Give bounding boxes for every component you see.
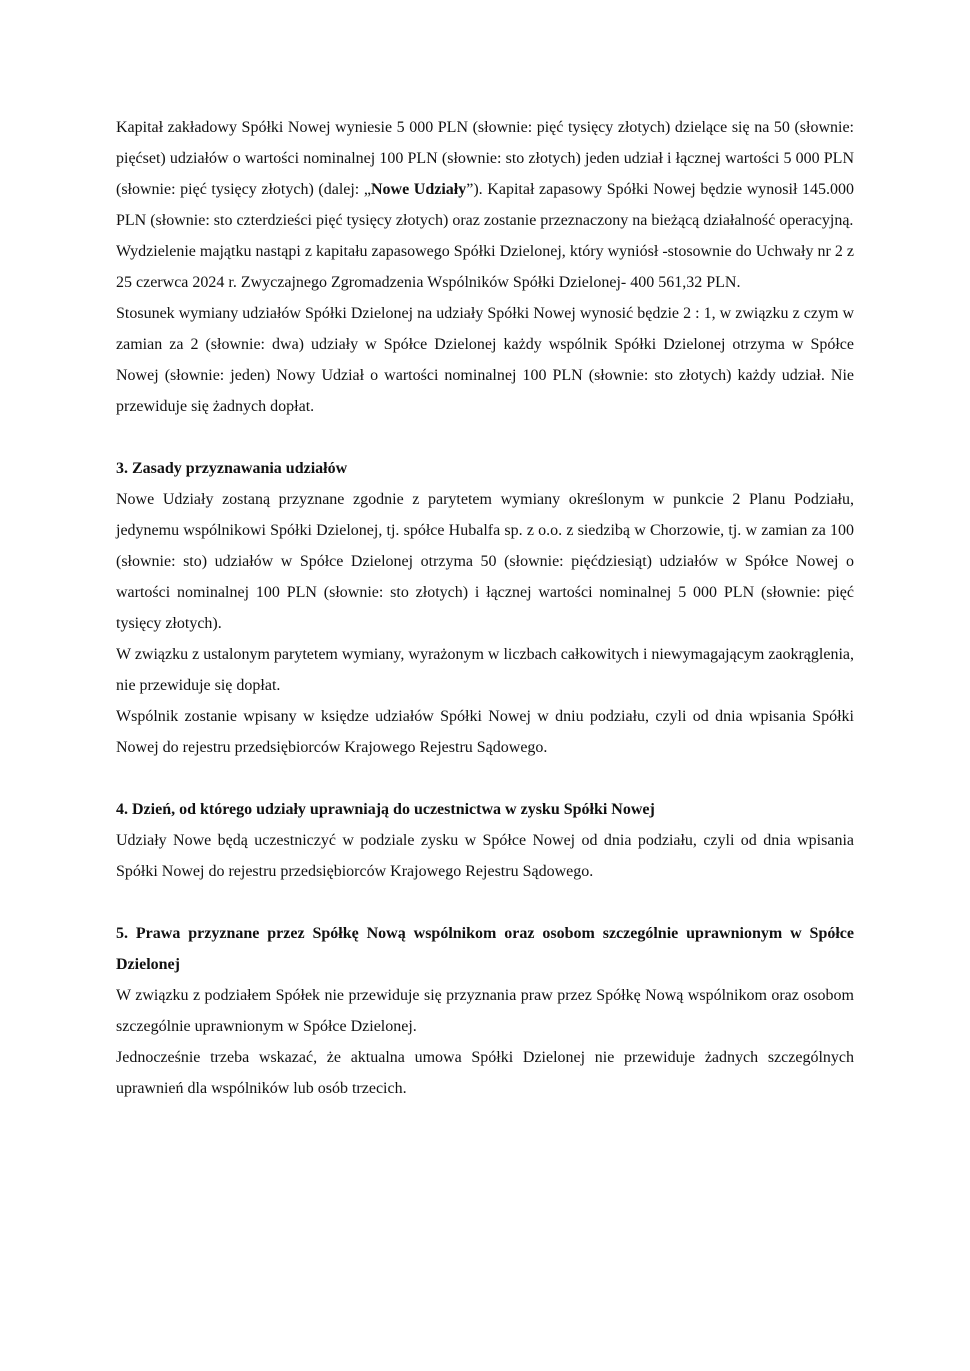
section-5-heading: 5. Prawa przyznane przez Spółkę Nową wspólnikom oraz osobom szczególnie uprawnionym w Spółce Dzielonej [116,925,854,973]
intro-text-before: Kapitał zakładowy Spółki Nowej wyniesie 5 000 PLN (słownie: pięć tysięcy złotych) dzielące się na 50 (słownie: pięćset) udziałów o wartości nominalnej 100 PLN (słownie: sto złotych) jeden udział i łącznej wartości 5 000 PLN (słownie: pięć tysięcy złotych) (dalej: „ [116,119,854,198]
section-3-paragraph-3: Wspólnik zostanie wpisany w księdze udziałów Spółki Nowej w dniu podziału, czyli od dnia wpisania Spółki Nowej do rejestru przedsiębiorców Krajowego Rejestru Sądowego. [116,708,854,756]
section-gap [116,422,854,453]
section-3-heading: 3. Zasady przyznawania udziałów [116,460,348,477]
document-page [116,112,854,1104]
section-4-heading: 4. Dzień, od którego udziały uprawniają do uczestnictwa w zysku Spółki Nowej [116,801,655,818]
intro-paragraph-share-capital [116,112,854,236]
section-gap [116,763,854,794]
section-gap [116,887,854,918]
section-5-paragraph-2: Jednocześnie trzeba wskazać, że aktualna umowa Spółki Dzielonej nie przewiduje żadnych szczególnych uprawnień dla wspólników lub osób trzecich. [116,1049,854,1097]
intro-paragraph-exchange-ratio: Stosunek wymiany udziałów Spółki Dzielonej na udziały Spółki Nowej wynosić będzie 2 : 1, w związku z czym w zamian za 2 (słownie: dwa) udziały w Spółce Dzielonej każdy wspólnik Spółki Dzielonej otrzyma w Spółce Nowej (słownie: jeden) Nowy Udział o wartości nominalnej 100 PLN (słownie: sto złotych) każdy udział. Nie przewiduje się żadnych dopłat. [116,305,854,415]
intro-paragraph-asset-separation: Wydzielenie majątku nastąpi z kapitału zapasowego Spółki Dzielonej, który wyniósł -stosownie do Uchwały nr 2 z 25 czerwca 2024 r. Zwyczajnego Zgromadzenia Wspólników Spółki Dzielonej- 400 561,32 PLN. [116,243,854,291]
section-3-paragraph-1: Nowe Udziały zostaną przyznane zgodnie z parytetem wymiany określonym w punkcie 2 Planu Podziału, jedynemu wspólnikowi Spółki Dzielonej, tj. spółce Hubalfa sp. z o.o. z siedzibą w Chorzowie, tj. w zamian za 100 (słownie: sto) udziałów w Spółce Dzielonej otrzyma 50 (słownie: pięćdziesiąt) udziałów w Spółce Nowej o wartości nominalnej 100 PLN (słownie: sto złotych) i łącznej wartości nominalnej 5 000 PLN (słownie: pięć tysięcy złotych). [116,491,854,632]
section-4-paragraph-1: Udziały Nowe będą uczestniczyć w podziale zysku w Spółce Nowej od dnia podziału, czyli od dnia wpisania Spółki Nowej do rejestru przedsiębiorców Krajowego Rejestru Sądowego. [116,832,854,880]
section-3-paragraph-2: W związku z ustalonym parytetem wymiany, wyrażonym w liczbach całkowitych i niewymagającym zaokrąglenia, nie przewiduje się dopłat. [116,646,854,694]
intro-text-after: ”). Kapitał zapasowy Spółki Nowej będzie wynosił 145.000 PLN (słownie: sto czterdzieści pięć tysięcy złotych) oraz zostanie przeznaczony na bieżącą działalność operacyjną. [116,181,855,229]
defined-term-nowe-udzialy: Nowe Udziały [370,181,467,198]
section-5-paragraph-1: W związku z podziałem Spółek nie przewiduje się przyznania praw przez Spółkę Nową wspólnikom oraz osobom szczególnie uprawnionym w Spółce Dzielonej. [116,987,854,1035]
